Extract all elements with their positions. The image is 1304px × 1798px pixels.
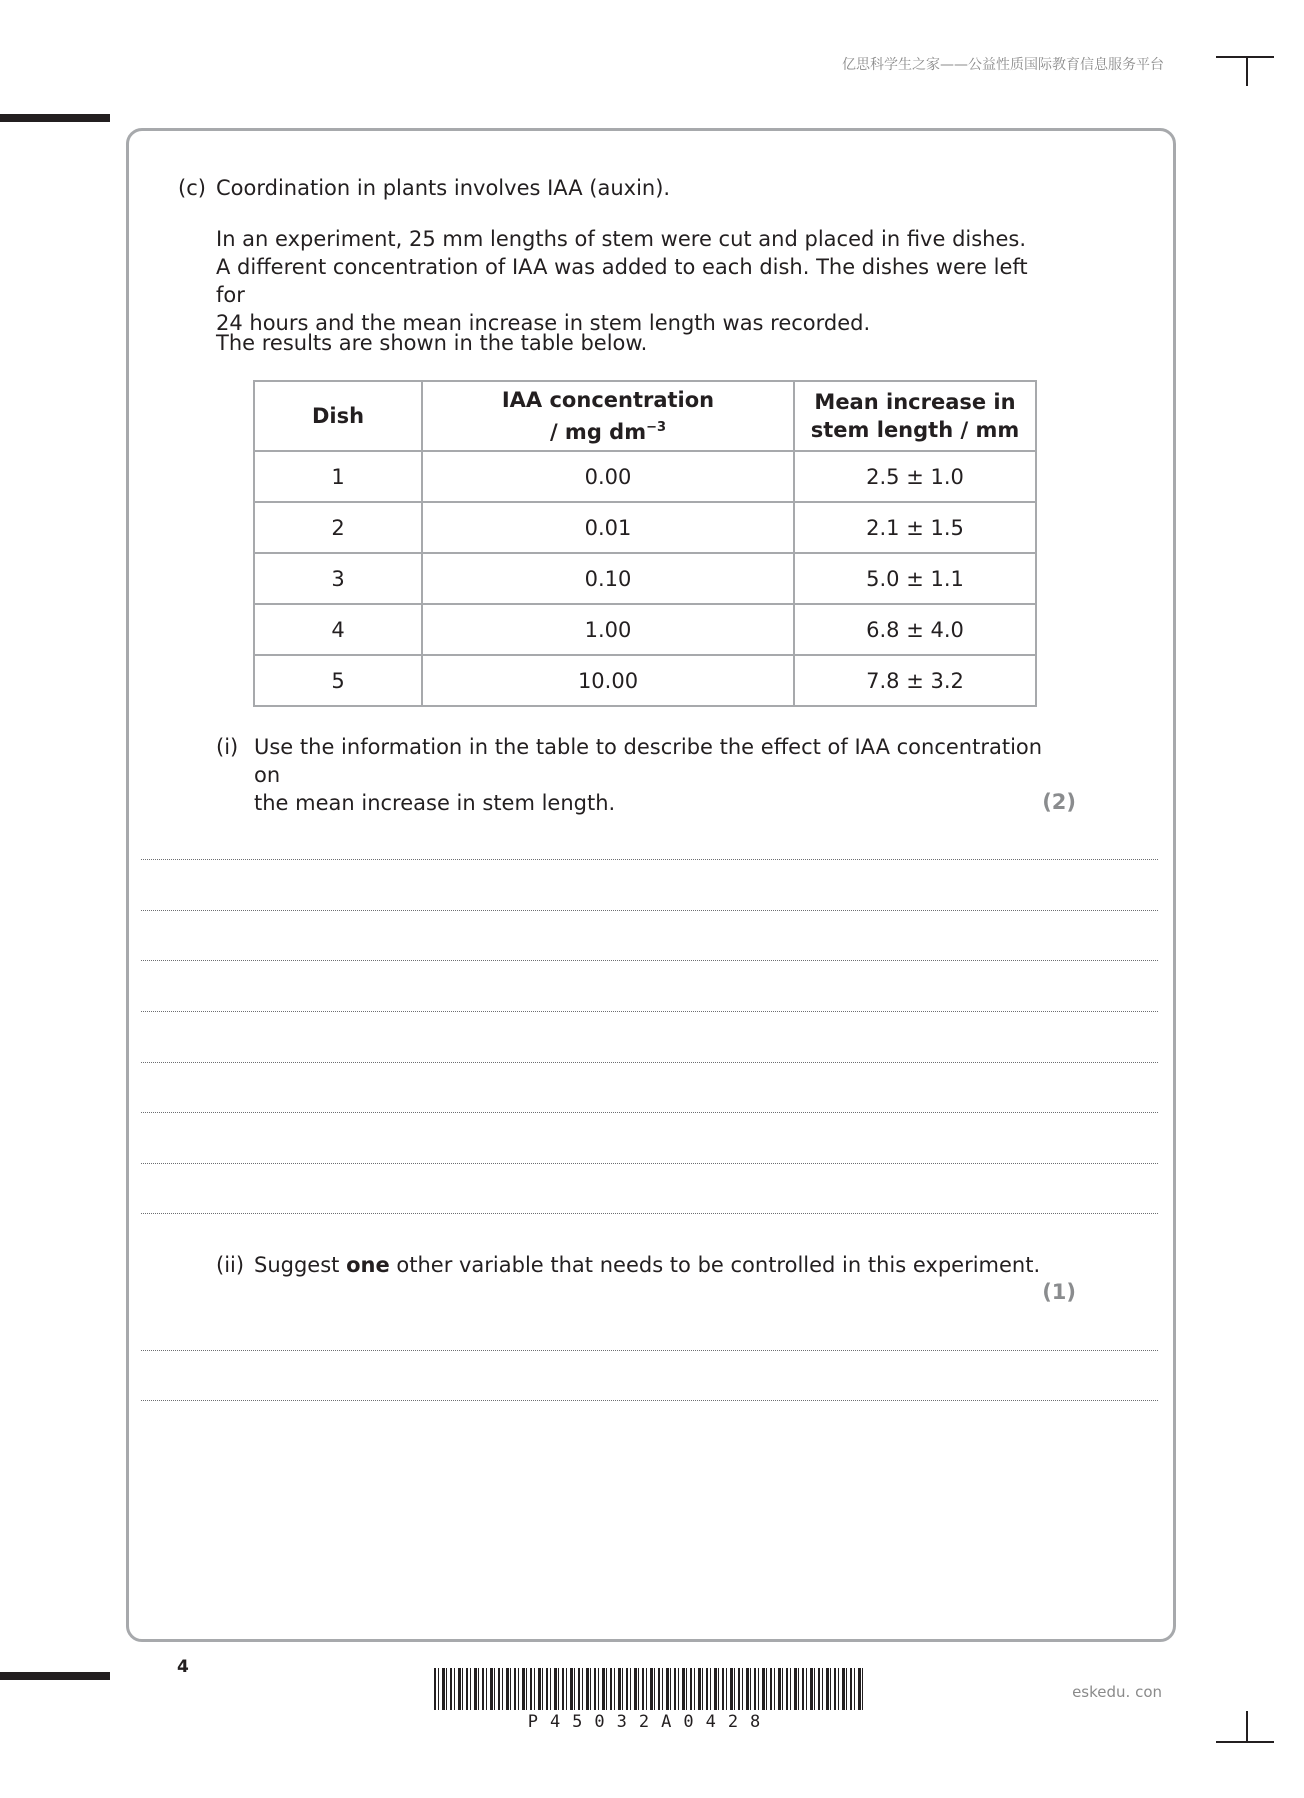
header-iaa-concentration (422, 381, 794, 451)
subquestion-i-text (254, 733, 1054, 817)
crop-mark-top-h (1216, 56, 1274, 58)
header-dish: Dish (254, 381, 422, 451)
subquestion-ii-text (254, 1251, 1054, 1279)
table-row (254, 553, 1036, 604)
answer-line[interactable] (141, 1400, 1158, 1401)
crop-mark-bottom-v (1246, 1711, 1248, 1741)
cell-mean: 2.5 ± 1.0 (794, 451, 1036, 502)
header-mean-line2: stem length / mm (810, 418, 1020, 442)
answer-line[interactable] (141, 960, 1158, 961)
cell-mean: 6.8 ± 4.0 (794, 604, 1036, 655)
cell-dish: 4 (254, 604, 422, 655)
subquestion-i-line2: the mean increase in stem length. (254, 791, 616, 815)
results-table (253, 380, 1037, 707)
table-row (254, 655, 1036, 706)
header-iaa-exponent: −3 (646, 420, 667, 435)
cell-mean: 2.1 ± 1.5 (794, 502, 1036, 553)
description-line: A different concentration of IAA was added to each dish. The dishes were left for (216, 255, 1028, 307)
description-line: 24 hours and the mean increase in stem length was recorded. (216, 311, 871, 335)
question-intro (178, 176, 670, 200)
left-margin-bar-top (0, 114, 110, 122)
cell-dish: 5 (254, 655, 422, 706)
header-mean-line1: Mean increase in (814, 390, 1016, 414)
answer-line[interactable] (141, 859, 1158, 860)
header-mean-increase (794, 381, 1036, 451)
subquestion-i (216, 733, 1054, 817)
question-label: (c) (178, 176, 206, 200)
subquestion-ii-emphasis: one (346, 1253, 390, 1277)
cell-iaa: 0.10 (422, 553, 794, 604)
subquestion-ii-marks: (1) (1042, 1280, 1076, 1304)
question-intro-text: Coordination in plants involves IAA (auxin). (216, 176, 671, 200)
subquestion-ii-text-after: other variable that needs to be controlled in this experiment. (389, 1253, 1041, 1277)
answer-line[interactable] (141, 1011, 1158, 1012)
crop-mark-top-v (1246, 56, 1248, 86)
answer-line[interactable] (141, 1163, 1158, 1164)
page-number: 4 (177, 1657, 189, 1677)
answer-line[interactable] (141, 1213, 1158, 1214)
crop-mark-bottom-h (1216, 1741, 1274, 1743)
cell-iaa: 0.01 (422, 502, 794, 553)
footer-watermark: eskedu. con (1072, 1683, 1162, 1701)
table-row (254, 451, 1036, 502)
barcode-image (434, 1668, 866, 1710)
header-watermark: 亿思科学生之家——公益性质国际教育信息服务平台 (842, 57, 1164, 73)
table-row (254, 604, 1036, 655)
answer-line[interactable] (141, 910, 1158, 911)
table-header-row (254, 381, 1036, 451)
cell-mean: 7.8 ± 3.2 (794, 655, 1036, 706)
answer-line[interactable] (141, 1112, 1158, 1113)
cell-mean: 5.0 ± 1.1 (794, 553, 1036, 604)
cell-iaa: 0.00 (422, 451, 794, 502)
cell-dish: 1 (254, 451, 422, 502)
cell-dish: 3 (254, 553, 422, 604)
left-margin-bar-bottom (0, 1672, 110, 1680)
description-line: In an experiment, 25 mm lengths of stem were cut and placed in five dishes. (216, 227, 1027, 251)
subquestion-ii (216, 1251, 1054, 1279)
experiment-description (216, 225, 1056, 337)
cell-dish: 2 (254, 502, 422, 553)
subquestion-i-label: (i) (216, 735, 239, 759)
table-row (254, 502, 1036, 553)
subquestion-ii-label: (ii) (216, 1253, 245, 1277)
header-iaa-line2 (423, 414, 793, 446)
header-iaa-line1: IAA concentration (501, 388, 715, 412)
results-intro: The results are shown in the table below. (216, 331, 648, 355)
answer-line[interactable] (141, 1350, 1158, 1351)
barcode-text: P45032A0428 (527, 1712, 773, 1732)
subquestion-i-marks: (2) (1042, 790, 1076, 814)
cell-iaa: 1.00 (422, 604, 794, 655)
subquestion-i-line1: Use the information in the table to describe the effect of IAA concentration on (254, 735, 1043, 787)
answer-line[interactable] (141, 1062, 1158, 1063)
subquestion-ii-text-before: Suggest (254, 1253, 347, 1277)
cell-iaa: 10.00 (422, 655, 794, 706)
header-iaa-unit: / mg dm (549, 420, 647, 444)
